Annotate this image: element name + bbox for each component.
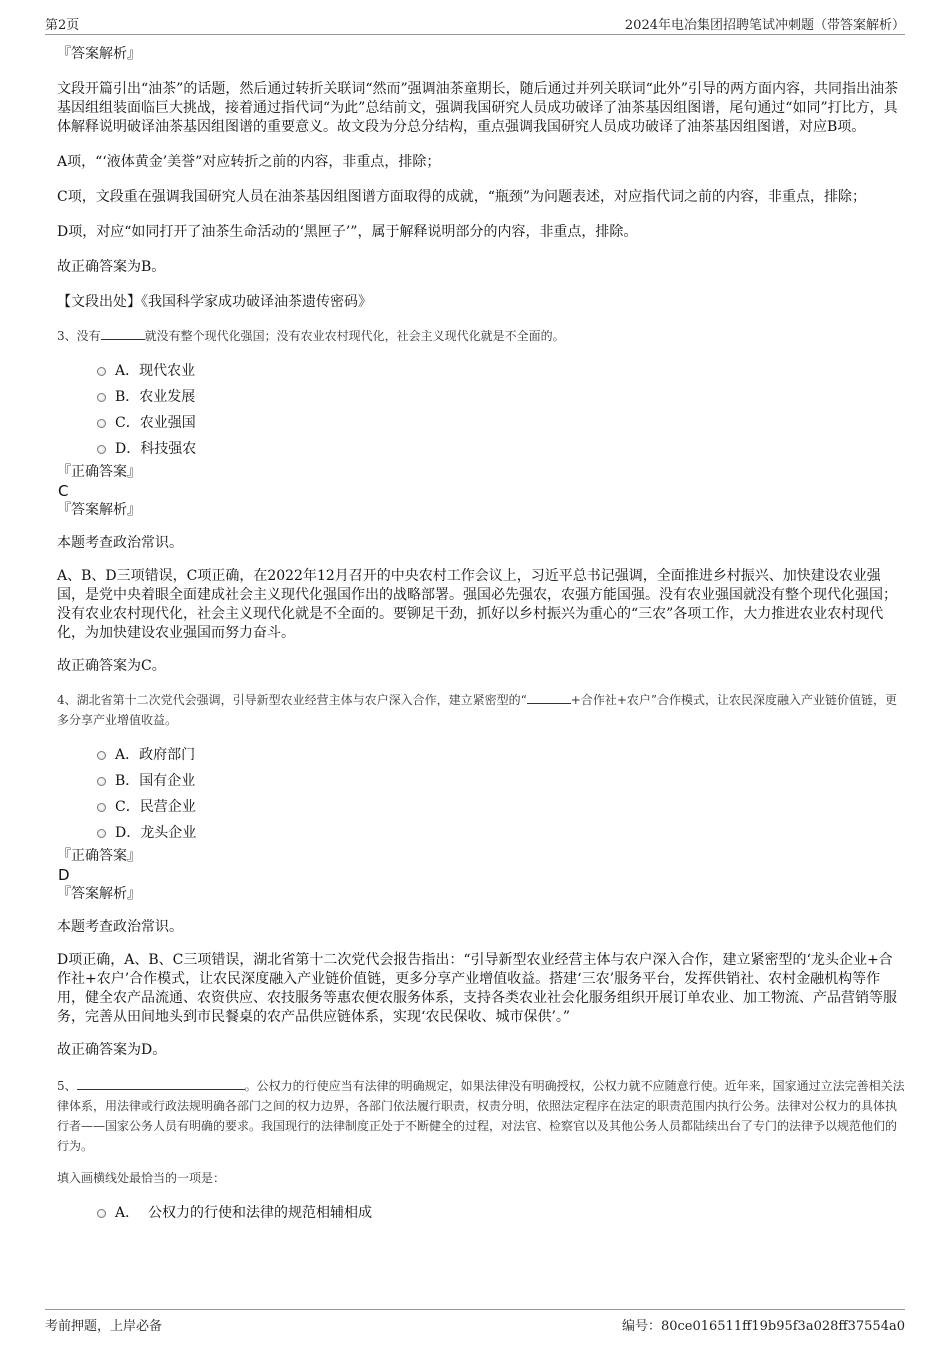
- question-4-stem: 4、湖北省第十二次党代会强调，引导新型农业经营主体与农户深入合作，建立紧密型的“ +合作社+农户”合作模式，让农民深度融入产业链价值链，更多分享产业增值收益。: [57, 693, 898, 727]
- radio-icon[interactable]: [97, 1209, 106, 1218]
- option-a[interactable]: A． 公权力的行使和法律的规范相辅相成: [57, 1200, 905, 1226]
- answer-statement: 故正确答案为D。: [57, 1042, 167, 1058]
- option-a[interactable]: A．政府部门: [57, 742, 905, 768]
- analysis-label: 『答案解析』: [57, 46, 141, 62]
- analysis-paragraph: D项正确，A、B、C三项错误，湖北省第十二次党代会报告指出：“引导新型农业经营主体与农户深入合作，建立紧密型的‘龙头企业+合作社+农户’合作模式，让农民深度融入产业链价值链，更多分享产业增值收益。搭建‘三农’服务平台，发挥供销社、农村金融机构等作用，健全农产品流通、农资供应、农技服务等惠农便农服务体系，支持各类农业社会化服务组织开展订单农业、加工物流、产品营销等服务，完善从田间地头到市民餐桌的农产品供应链体系，实现‘农民保收、城市保供’。”: [57, 952, 897, 1025]
- option-b[interactable]: B．国有企业: [57, 768, 905, 794]
- radio-icon[interactable]: [97, 393, 106, 402]
- correct-answer: C: [58, 482, 69, 500]
- correct-answer: D: [58, 866, 70, 884]
- option-b[interactable]: B．农业发展: [57, 384, 905, 410]
- answer-statement: 故正确答案为B。: [57, 259, 166, 275]
- radio-icon[interactable]: [97, 419, 106, 428]
- option-d[interactable]: D．龙头企业: [57, 820, 905, 846]
- radio-icon[interactable]: [97, 777, 106, 786]
- analysis-paragraph: 文段开篇引出“油茶”的话题，然后通过转折关联词“然而”强调油茶童期长，随后通过并列关联词“此外”引导的两方面内容，共同指出油茶基因组组装面临巨大挑战，接着通过指代词“为此”总结前文，强调我国研究人员成功破译了油茶基因组图谱，尾句通过“如同”打比方，具体解释说明破译油茶基因组图谱的重要意义。故文段为分总分结构，重点强调我国研究人员成功破译了油茶基因组图谱，对应B项。: [57, 81, 898, 135]
- question-3-stem: 3、没有 就没有整个现代化强国；没有农业农村现代化，社会主义现代化就是不全面的。: [57, 329, 565, 343]
- question-5-stem: 5、 。公权力的行使应当有法律的明确规定，如果法律没有明确授权，公权力就不应随意行使。近年来，国家通过立法完善相关法律体系，用法律或行政法规明确各部门之间的权力边界，各部门依法履行职责，权责分明，依照法定程序在法定的职责范围内执行公务。法律对公权力的具体执行者——国家公务人员有明确的要求。我国现行的法律制度正处于不断健全的过程，对法官、检察官以及其他公务人员都陆续出台了专门的法律予以规范他们的行为。: [57, 1079, 905, 1153]
- option-d[interactable]: D．科技强农: [57, 436, 905, 462]
- analysis-paragraph: D项，对应“如同打开了油茶生命活动的‘黑匣子’”，属于解释说明部分的内容，非重点，排除。: [57, 224, 638, 240]
- page-header: [45, 12, 905, 35]
- analysis-paragraph: 本题考查政治常识。: [57, 919, 183, 935]
- radio-icon[interactable]: [97, 803, 106, 812]
- question-4-options: [57, 742, 905, 846]
- option-c[interactable]: C．民营企业: [57, 794, 905, 820]
- fill-blank: [77, 1089, 245, 1090]
- radio-icon[interactable]: [97, 367, 106, 376]
- document-code: 编号：80ce016511ff19b95f3a028ff37554a0: [621, 1319, 905, 1334]
- fill-blank: [527, 703, 571, 704]
- radio-icon[interactable]: [97, 829, 106, 838]
- radio-icon[interactable]: [97, 751, 106, 760]
- page-content: [57, 44, 905, 1226]
- analysis-paragraph: A、B、D三项错误，C项正确，在2022年12月召开的中央农村工作会议上，习近平总书记强调，全面推进乡村振兴、加快建设农业强国，是党中央着眼全面建成社会主义现代化强国作出的战略部署。强国必先强农，农强方能国强。没有农业强国就没有整个现代化强国；没有农业农村现代化，社会主义现代化就是不全面的。要铆足干劲，抓好以乡村振兴为重心的“三农”各项工作，大力推进农业农村现代化，为加快建设农业强国而努力奋斗。: [57, 568, 897, 641]
- correct-answer-label: 『正确答案』: [57, 464, 141, 480]
- analysis-paragraph: 本题考查政治常识。: [57, 535, 183, 551]
- document-title: 2024年电冶集团招聘笔试冲刺题（带答案解析）: [624, 18, 905, 33]
- question-5-options: [57, 1200, 905, 1226]
- radio-icon[interactable]: [97, 445, 106, 454]
- page-footer: [45, 1309, 905, 1336]
- analysis-label: 『答案解析』: [57, 502, 141, 518]
- analysis-paragraph: C项，文段重在强调我国研究人员在油茶基因组图谱方面取得的成就，“瓶颈”为问题表述，对应指代词之前的内容，非重点，排除；: [57, 189, 867, 205]
- page-number: 第2页: [45, 18, 80, 33]
- option-c[interactable]: C．农业强国: [57, 410, 905, 436]
- correct-answer-label: 『正确答案』: [57, 848, 141, 864]
- fill-blank: [101, 339, 145, 340]
- analysis-paragraph: A项，“‘液体黄金’美誉”对应转折之前的内容，非重点，排除；: [57, 154, 441, 170]
- option-a[interactable]: A．现代农业: [57, 358, 905, 384]
- question-3-options: [57, 358, 905, 462]
- fill-prompt: 填入画横线处最恰当的一项是：: [57, 1171, 226, 1185]
- source-citation: 【文段出处】《我国科学家成功破译油茶遗传密码》: [57, 294, 372, 310]
- analysis-label: 『答案解析』: [57, 886, 141, 902]
- footer-slogan: 考前押题，上岸必备: [45, 1319, 163, 1334]
- answer-statement: 故正确答案为C。: [57, 658, 166, 674]
